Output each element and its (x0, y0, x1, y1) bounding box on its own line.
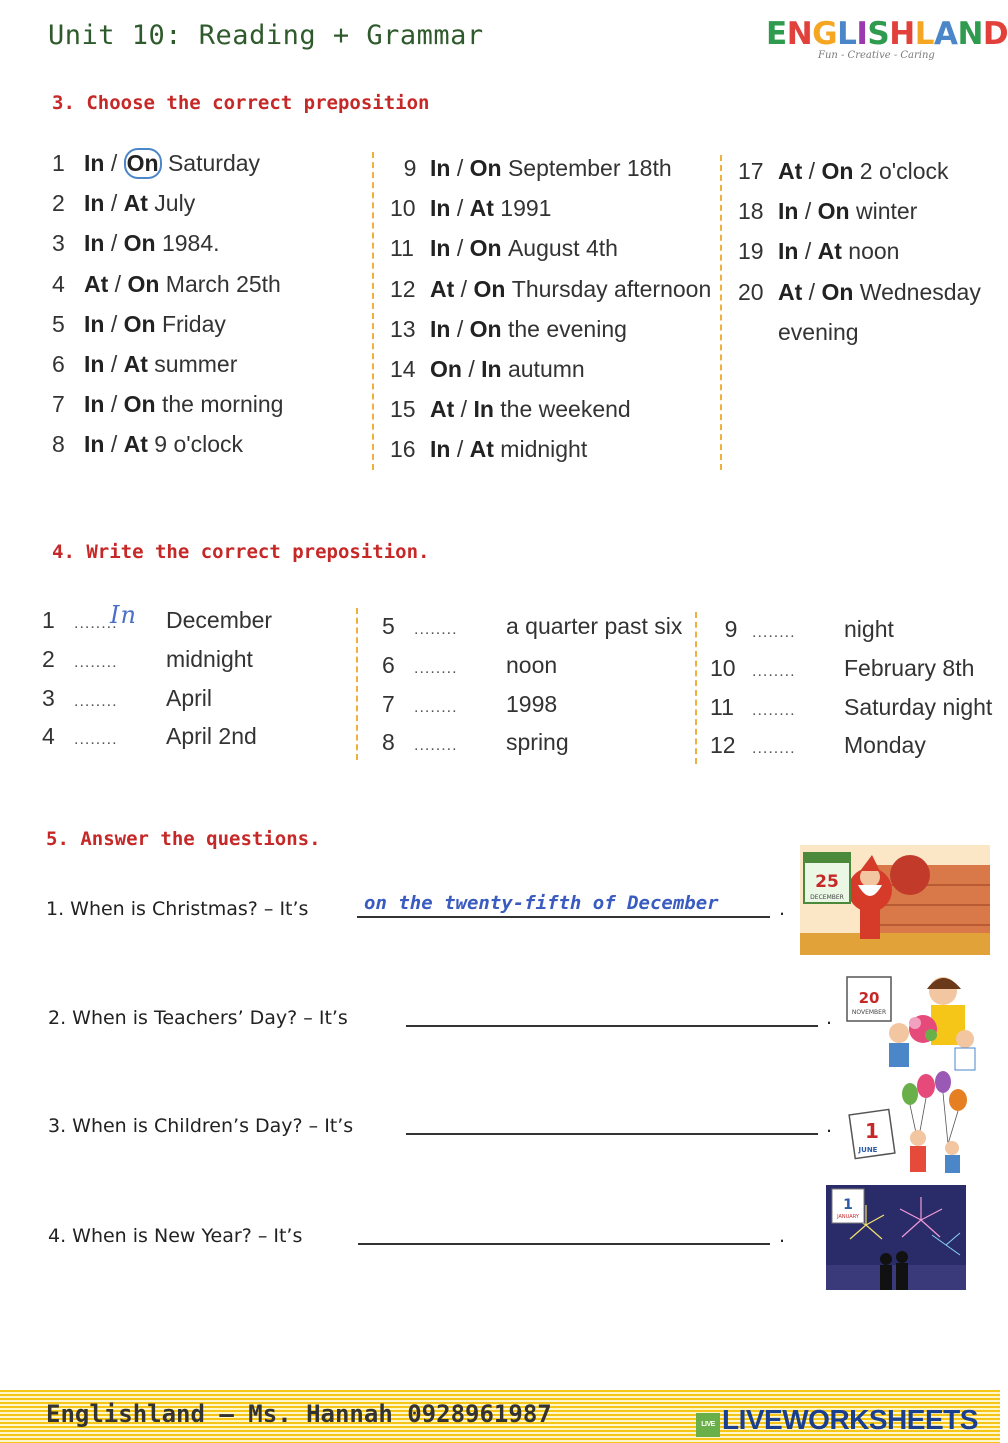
option-b[interactable]: On (469, 155, 502, 181)
blank-dots: ........ (414, 621, 458, 638)
answer-line-1[interactable] (357, 916, 770, 918)
section-3-column-2 (390, 155, 720, 475)
answer-line-2[interactable] (406, 1025, 818, 1027)
option-separator: / (104, 190, 124, 217)
item-number: 17 (738, 158, 764, 184)
blank-input[interactable] (74, 646, 166, 673)
logo-word (766, 16, 1008, 52)
option-separator: / (108, 270, 128, 297)
option-separator: / (104, 351, 124, 377)
section-4-column-1 (42, 601, 352, 767)
item-text: a quarter past six (506, 613, 683, 639)
new-year-illustration (826, 1185, 966, 1290)
choice-item (390, 436, 587, 463)
logo-tagline: Fun - Creative - Caring (818, 50, 935, 61)
logo-letter: A (933, 16, 958, 52)
item-number: 19 (738, 238, 764, 265)
option-b[interactable]: At (123, 190, 148, 217)
item-text: Saturday night (844, 693, 993, 720)
column-divider (356, 608, 358, 760)
option-separator: / (104, 310, 124, 337)
fill-item (382, 729, 569, 756)
item-text: March 25th (159, 270, 281, 297)
blank-input[interactable] (414, 652, 506, 679)
item-number: 8 (52, 431, 65, 458)
logo-letter: G (812, 16, 838, 52)
logo-letter: I (856, 16, 868, 52)
item-text: September 18th (501, 155, 672, 181)
option-a[interactable]: In (84, 150, 105, 176)
fill-item (710, 616, 894, 643)
blank-dots: ........ (74, 692, 118, 710)
option-a[interactable]: In (84, 351, 105, 377)
option-b[interactable]: On (123, 230, 156, 257)
choice-item (390, 316, 627, 343)
item-text: 1991 (493, 195, 552, 222)
period: . (826, 1115, 833, 1137)
option-a[interactable]: At (778, 158, 803, 184)
item-text: autumn (501, 356, 585, 382)
item-text: December (166, 607, 273, 633)
item-number: 1 (52, 150, 65, 176)
section-3-title: 3. Choose the correct preposition (52, 92, 430, 114)
blank-input[interactable] (74, 723, 166, 750)
choice-item (52, 150, 260, 177)
choice-item (390, 235, 618, 262)
item-text: Friday (155, 310, 226, 337)
question-4: 4. When is New Year? – It’s (48, 1225, 303, 1247)
item-text: the morning (155, 391, 284, 418)
teachers-day-illustration (843, 967, 983, 1072)
option-b[interactable]: On (817, 198, 850, 225)
calendar-number: 1 (865, 1119, 879, 1143)
blank-dots: ........ (414, 659, 458, 677)
choice-item (390, 356, 585, 383)
option-a[interactable]: In (430, 315, 451, 342)
option-separator: / (450, 436, 470, 463)
column-divider (695, 612, 697, 764)
answer-line-3[interactable] (406, 1133, 818, 1135)
choice-item (390, 195, 551, 222)
item-text: noon (841, 238, 900, 265)
blank-input[interactable] (74, 601, 166, 634)
option-b[interactable]: At (469, 195, 494, 222)
item-number: 20 (738, 278, 764, 305)
period: . (779, 1225, 786, 1247)
option-b[interactable]: On (821, 278, 854, 305)
item-number: 9 (403, 155, 417, 181)
option-separator: / (454, 396, 474, 423)
item-number: 3 (42, 684, 55, 711)
item-text: February 8th (844, 654, 975, 681)
option-a[interactable]: In (430, 235, 451, 262)
option-b[interactable]: On (469, 235, 502, 262)
footer (0, 1390, 1000, 1443)
fill-item (42, 723, 257, 750)
fill-item (382, 652, 557, 679)
option-a[interactable]: In (84, 431, 105, 458)
item-text: August 4th (501, 235, 618, 262)
option-separator: / (450, 315, 470, 342)
answer-line-4[interactable] (358, 1243, 770, 1245)
option-b[interactable]: On (821, 158, 854, 184)
option-a[interactable]: In (84, 230, 105, 257)
choice-item (52, 351, 237, 378)
item-text: night (844, 616, 894, 642)
option-separator: / (798, 198, 818, 225)
item-number: 11 (710, 693, 734, 720)
choice-item (52, 431, 243, 458)
choice-item (52, 271, 281, 298)
option-b[interactable]: At (123, 431, 148, 458)
live-badge-icon: LIVE (696, 1413, 720, 1437)
section-4-column-3 (710, 616, 1000, 776)
item-20-continuation: evening (778, 318, 859, 345)
option-a[interactable]: In (430, 155, 451, 181)
section-3-column-3 (738, 158, 998, 478)
blank-input[interactable] (414, 729, 506, 756)
item-number: 4 (52, 270, 65, 297)
calendar-month: DECEMBER (810, 894, 844, 901)
section-3-column-1 (52, 150, 372, 470)
fill-item (382, 613, 682, 640)
option-b[interactable]: On (124, 148, 162, 179)
item-number: 18 (738, 198, 764, 225)
item-number: 10 (390, 195, 416, 222)
item-text: 1998 (506, 690, 558, 717)
choice-item (52, 391, 283, 418)
option-a[interactable]: In (778, 238, 799, 265)
question-2: 2. When is Teachers’ Day? – It’s (48, 1007, 348, 1029)
item-number: 16 (390, 436, 416, 463)
item-text: Monday (844, 732, 926, 759)
calendar-number: 25 (815, 872, 839, 892)
option-a[interactable]: In (84, 190, 105, 217)
option-separator: / (461, 356, 482, 382)
option-a[interactable]: At (430, 396, 455, 423)
item-number: 13 (390, 315, 416, 342)
blank-input[interactable] (752, 732, 844, 759)
item-number: 6 (52, 351, 65, 377)
option-a[interactable]: In (84, 310, 105, 337)
blank-dots: ........ (74, 653, 118, 671)
period: . (826, 1007, 833, 1029)
item-number: 6 (382, 651, 395, 678)
logo-letter: E (766, 16, 787, 52)
item-number: 14 (390, 356, 416, 382)
logo-letter: N (786, 16, 813, 52)
period: . (779, 898, 786, 920)
calendar-month: JANUARY (837, 1214, 859, 1220)
item-text: spring (506, 729, 569, 756)
item-number: 2 (52, 190, 65, 217)
blank-input[interactable] (414, 691, 506, 718)
liveworksheets-logo[interactable] (696, 1404, 978, 1437)
item-text: April 2nd (166, 723, 257, 750)
option-b[interactable]: In (473, 396, 494, 423)
choice-item (738, 279, 981, 306)
fill-item (42, 685, 212, 712)
logo-letter: D (982, 16, 1008, 52)
option-separator: / (104, 391, 124, 418)
item-text: 9 o'clock (147, 431, 244, 458)
option-separator: / (450, 195, 470, 222)
column-divider (372, 152, 374, 470)
section-4-title: 4. Write the correct preposition. (52, 541, 430, 563)
item-number: 7 (382, 690, 395, 717)
choice-item (738, 198, 917, 225)
item-number: 8 (382, 729, 395, 756)
page-title: Unit 10: Reading + Grammar (48, 20, 484, 51)
choice-item (52, 311, 226, 338)
choice-item (390, 155, 672, 182)
item-text: winter (849, 198, 918, 225)
item-number: 1 (42, 607, 55, 633)
childrens-day-illustration (848, 1072, 978, 1177)
blank-input[interactable] (752, 655, 844, 682)
option-b[interactable]: On (469, 315, 502, 342)
item-number: 10 (710, 654, 736, 681)
calendar-month: NOVEMBER (851, 1009, 887, 1016)
liveworksheets-word: LIVEWORKSHEETS (722, 1404, 978, 1435)
logo-letter: S (867, 16, 890, 52)
item-number: 5 (382, 613, 395, 639)
choice-item (52, 230, 220, 257)
logo-letter: N (957, 16, 983, 52)
englishland-logo (766, 16, 1008, 68)
item-number: 12 (710, 732, 736, 759)
option-separator: / (104, 431, 124, 458)
christmas-illustration (800, 845, 990, 955)
item-number: 12 (390, 275, 416, 302)
option-a[interactable]: In (84, 391, 105, 418)
item-text: noon (506, 651, 558, 678)
question-3: 3. When is Children’s Day? – It’s (48, 1115, 354, 1137)
fill-item (42, 601, 273, 634)
option-b[interactable]: At (123, 351, 148, 377)
option-separator: / (450, 235, 470, 262)
blank-dots: ........ (752, 662, 796, 680)
item-text: summer (147, 351, 238, 377)
calendar-number: 1 (843, 1197, 853, 1213)
blank-input[interactable] (752, 694, 844, 721)
choice-item (390, 396, 631, 423)
option-a[interactable]: At (84, 270, 109, 297)
option-a[interactable]: At (430, 275, 455, 302)
logo-letter: L (914, 16, 934, 52)
item-text: July (147, 190, 196, 217)
fill-item (710, 694, 992, 721)
item-text: Saturday (161, 150, 261, 176)
calendar-month: JUNE (858, 1146, 878, 1154)
blank-dots: ........ (74, 615, 118, 632)
choice-item (390, 276, 711, 303)
item-text: the evening (501, 315, 627, 342)
logo-letter: L (837, 16, 857, 52)
option-a[interactable]: In (430, 195, 451, 222)
item-text: April (166, 684, 213, 711)
blank-dots: ........ (752, 701, 796, 719)
item-text: the weekend (493, 396, 631, 423)
item-number: 3 (52, 230, 65, 257)
option-b[interactable]: On (127, 270, 160, 297)
option-separator: / (802, 278, 822, 305)
option-a[interactable]: At (778, 278, 803, 305)
item-text: Thursday afternoon (505, 275, 712, 302)
option-b[interactable]: In (481, 356, 502, 382)
blank-input[interactable] (74, 685, 166, 712)
blank-dots: ........ (752, 624, 796, 641)
section-4-column-2 (382, 613, 692, 773)
blank-dots: ........ (414, 698, 458, 716)
option-separator: / (104, 150, 124, 176)
option-a[interactable]: In (778, 198, 799, 225)
option-separator: / (802, 158, 822, 184)
fill-item (710, 655, 974, 682)
item-number: 9 (724, 616, 738, 642)
blank-input[interactable] (752, 616, 844, 643)
item-number: 4 (42, 723, 55, 750)
option-b[interactable]: At (817, 238, 842, 265)
item-number: 5 (52, 310, 65, 337)
option-b[interactable]: At (469, 436, 494, 463)
blank-dots: ........ (752, 740, 796, 758)
question-1: 1. When is Christmas? – It’s (46, 898, 309, 920)
option-a[interactable]: On (430, 356, 462, 382)
answer-1[interactable]: on the twenty-fifth of December (364, 892, 719, 914)
logo-letter: H (889, 16, 915, 52)
item-text: midnight (493, 436, 588, 463)
blank-input[interactable] (414, 613, 506, 640)
fill-item (382, 691, 557, 718)
choice-item (738, 158, 949, 185)
handwritten-answer: In (110, 601, 137, 629)
choice-item (52, 190, 195, 217)
calendar-number: 20 (858, 989, 880, 1007)
footer-text: Englishland – Ms. Hannah 0928961987 (46, 1400, 552, 1428)
fill-item (42, 646, 253, 673)
item-text: 1984. (155, 230, 220, 257)
item-text: 2 o'clock (853, 158, 949, 184)
option-b[interactable]: On (473, 275, 506, 302)
item-number: 7 (52, 391, 65, 418)
item-number: 15 (390, 396, 416, 423)
item-number: 2 (42, 645, 55, 672)
option-separator: / (450, 155, 470, 181)
option-separator: / (798, 238, 818, 265)
option-a[interactable]: In (430, 436, 451, 463)
column-divider (720, 155, 722, 470)
fill-item (710, 732, 926, 759)
option-separator: / (104, 230, 124, 257)
option-separator: / (454, 275, 474, 302)
section-5-title: 5. Answer the questions. (46, 828, 321, 850)
option-b[interactable]: On (123, 391, 156, 418)
choice-item (738, 238, 899, 265)
blank-dots: ........ (414, 737, 458, 755)
item-number: 11 (390, 235, 414, 262)
item-text: midnight (166, 645, 253, 672)
item-text: Wednesday (853, 278, 981, 305)
option-b[interactable]: On (123, 310, 156, 337)
blank-dots: ........ (74, 731, 118, 749)
